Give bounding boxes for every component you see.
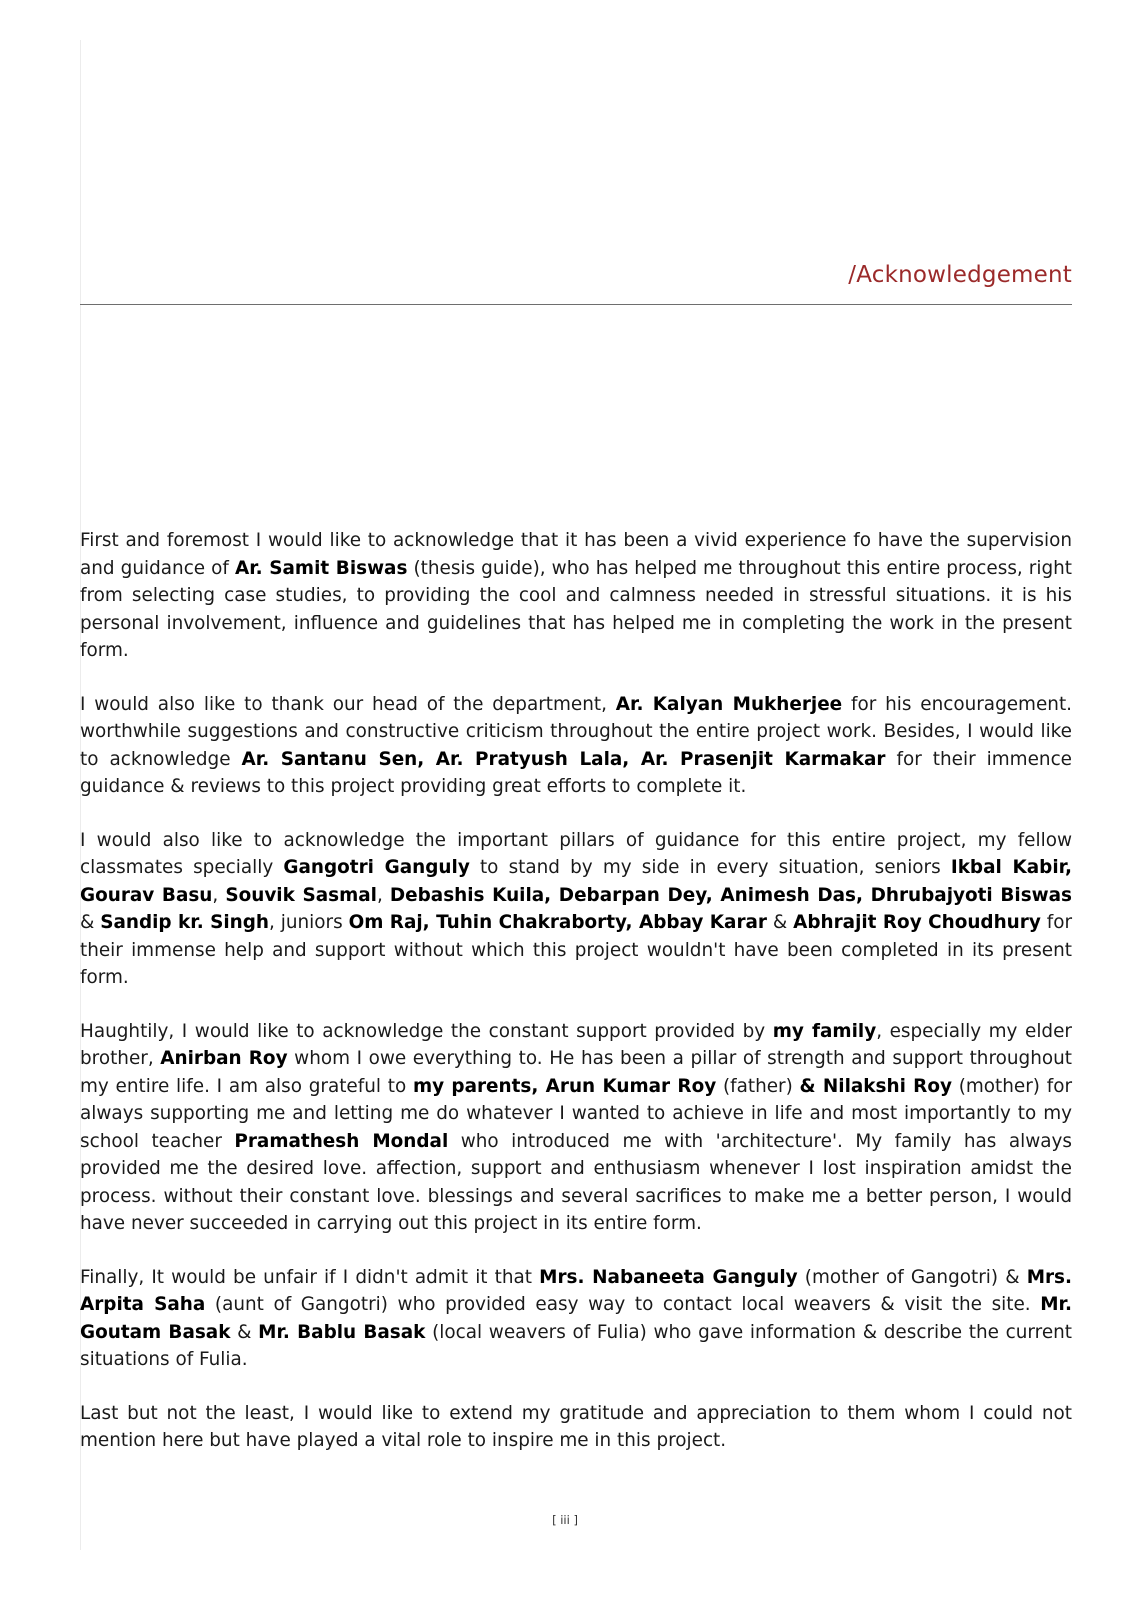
text-run: whom I owe everything to. He has been a pillar of strength and support throughout my entire life. I am also grateful to: [80, 1048, 1072, 1097]
bold-name: Pramathesh Mondal: [234, 1130, 449, 1152]
text-run: , juniors: [269, 912, 349, 933]
bold-name: Mr. Bablu Basak: [258, 1321, 426, 1343]
paragraph: [80, 1400, 1072, 1455]
text-run: Last but not the least, I would like to extend my gratitude and appreciation to them whom I could not mention here but have played a vital role to inspire me in this project.: [80, 1402, 1072, 1451]
paragraph: [80, 1018, 1072, 1238]
page-title: /Acknowledgement: [848, 262, 1072, 288]
bold-name: Gangotri Ganguly: [283, 857, 470, 878]
text-run: ,: [376, 884, 390, 906]
bold-name: Abhrajit Roy Choudhury: [793, 912, 1041, 933]
bold-name: Sandip kr. Singh: [100, 912, 270, 933]
text-run: &: [230, 1321, 259, 1343]
text-run: Finally, It would be unfair if I didn't admit it that: [80, 1266, 540, 1288]
paragraph: [80, 1264, 1072, 1374]
text-run: First and foremost I would like to acknowledge that it has been a vivid experience fo have the supervision and guidance of: [80, 530, 1072, 579]
text-run: (father): [716, 1075, 800, 1097]
text-run: I would also like to acknowledge the important pillars of guidance for this entire project, my fellow classmates specially: [80, 829, 1072, 878]
text-run: (thesis guide), who has helped me throughout this entire process, right from selecting case studies, to providing the cool and calmness needed in stressful situations. it is his personal involvement, influence and guidelines that has helped me in completing the work in the present form.: [80, 557, 1073, 661]
text-run: for his encouragement. worthwhile suggestions and constructive criticism throughout the entire project work. Besides, I would like to acknowledge: [80, 693, 1073, 770]
bold-name: my family: [772, 1020, 877, 1042]
bold-name: Mrs. Nabaneeta Ganguly: [539, 1266, 798, 1288]
bold-name: Ikbal Kabir, Gourav Basu: [80, 857, 1072, 906]
text-run: &: [80, 912, 101, 933]
text-run: I would also like to thank our head of the department,: [80, 693, 616, 715]
text-run: (aunt of Gangotri) who provided easy way to contact local weavers & visit the site.: [205, 1294, 1041, 1315]
text-run: for their immense help and support without which this project wouldn't have been completed in its present form.: [80, 912, 1073, 988]
paragraph: [80, 527, 1072, 665]
acknowledgement-body: [80, 527, 1072, 1481]
bold-name: Ar. Kalyan Mukherjee: [615, 693, 843, 715]
bold-name: Anirban Roy: [160, 1048, 288, 1069]
bold-name: my parents, Arun Kumar Roy: [412, 1075, 717, 1097]
text-run: ,: [212, 884, 226, 906]
bold-name: Mrs. Arpita Saha: [80, 1266, 1072, 1315]
text-run: for their immence guidance & reviews to this project providing great efforts to complete it.: [80, 748, 1072, 797]
bold-name: Om Raj, Tuhin Chakraborty, Abbay Karar: [348, 912, 767, 933]
text-run: , especially my elder brother,: [80, 1020, 1072, 1069]
bold-name: & Nilakshi Roy: [799, 1075, 952, 1097]
paragraph: [80, 691, 1072, 801]
page-number: [ iii ]: [552, 1513, 578, 1527]
text-run: (mother) for always supporting me and letting me do whatever I wanted to achieve in life and most importantly to my school teacher: [80, 1075, 1073, 1152]
bold-name: Mr. Goutam Basak: [80, 1294, 1072, 1343]
paragraph: [80, 827, 1072, 992]
text-run: Haughtily, I would like to acknowledge the constant support provided by: [80, 1020, 773, 1042]
text-run: who introduced me with 'architecture'. My family has always provided me the desired love. affection, support and enthusiasm whenever I lost inspiration amidst the process. without their constant love. blessings and several sacrifices to make me a better person, I would have never succeeded in carrying out this project in its entire form.: [80, 1130, 1072, 1234]
text-run: &: [767, 912, 794, 933]
bold-name: Souvik Sasmal: [225, 884, 377, 906]
text-run: (mother of Gangotri) &: [797, 1266, 1027, 1288]
bold-name: Ar. Samit Biswas: [234, 557, 408, 579]
title-divider: [80, 304, 1072, 305]
text-run: to stand by my side in every situation, seniors: [469, 857, 951, 878]
text-run: (local weavers of Fulia) who gave information & describe the current situations of Fulia.: [80, 1321, 1072, 1370]
bold-name: Ar. Santanu Sen, Ar. Pratyush Lala, Ar. Prasenjit Karmakar: [241, 748, 886, 770]
bold-name: Debashis Kuila, Debarpan Dey, Animesh Das, Dhrubajyoti Biswas: [389, 884, 1072, 906]
